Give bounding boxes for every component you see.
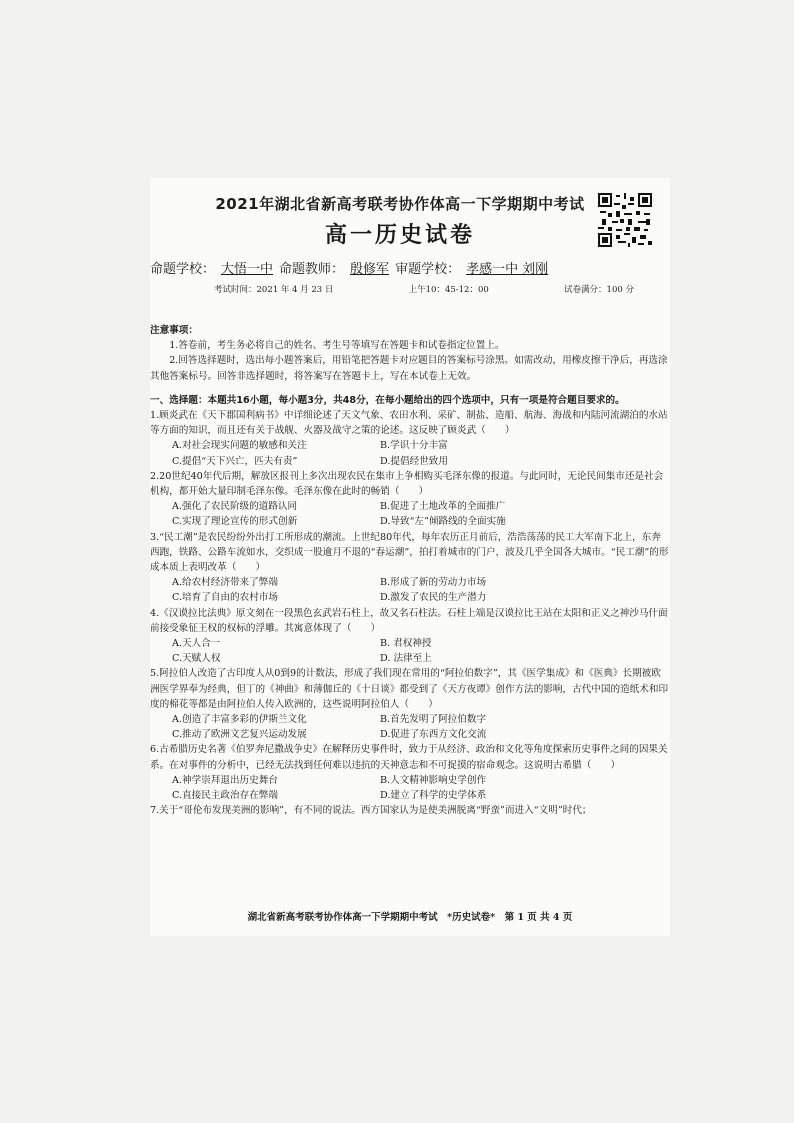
option: B.形成了新的劳动力市场 (380, 577, 487, 589)
spacer (150, 384, 670, 393)
option: A.强化了农民阶级的道路认同 (172, 501, 298, 513)
full-score: 试卷满分：100 分 (564, 285, 634, 295)
question-stem: 6.古希腊历史名著《伯罗奔尼撒战争史》在解释历史事件时，致力于从经济、政治和文化等角度探索历史事件之间的因果关系。在对事件的分析中，已经无法找到任何难以违抗的天神意志和不可捉摸的宿命观念。这说明古希腊（ ） (150, 744, 668, 771)
note-item: 1.答卷前，考生务必将自己的姓名、考生号等填写在答题卡和试卷指定位置上。 (169, 340, 505, 352)
option: A.神学崇拜退出历史舞台 (172, 774, 278, 786)
exam-date: 考试时间：2021 年 4 月 23 日 (214, 285, 334, 295)
authors-line (150, 258, 670, 277)
qr-code-icon (598, 193, 652, 247)
option: B.促进了土地改革的全面推广 (380, 501, 506, 513)
option: A.创造了丰富多彩的伊斯兰文化 (172, 714, 307, 726)
question-stem: 5.阿拉伯人改造了古印度人从0到9的计数法，形成了我们现在常用的“阿拉伯数字”，其《医学集成》和《医典》长期被欧洲医学界奉为经典，但丁的《神曲》和薄伽丘的《十日谈》都受到了《天方夜谭》创作方法的影响，古代中国的造纸术和印度的棉花等都是由阿拉伯人传入欧洲的，这些说明阿拉伯人（ ） (150, 668, 669, 710)
option: D. 法律至上 (380, 653, 432, 665)
exam-body (150, 323, 670, 819)
page-footer: 湖北省新高考联考协作体高一下学期期中考试 *历史试卷* 第 1 页 共 4 页 (247, 912, 573, 923)
option: D.导致“左”倾路线的全面实施 (380, 516, 506, 528)
question-stem: 1.顾炎武在《天下郡国利病书》中详细论述了天文气象、农田水利、采矿、制盐、造船、航海、海战和内陆河流湖泊的水站等方面的知识，而且还有关于战舰、火器及战守之策的论述。这反映了顾炎武（ ） (150, 410, 668, 437)
option: D.激发了农民的生产潜力 (380, 592, 487, 604)
option: C.推动了欧洲文艺复兴运动发展 (172, 729, 307, 741)
paper-title: 高一历史试卷 (324, 223, 475, 248)
option: B. 君权神授 (380, 638, 432, 650)
option: D.促进了东西方文化交流 (380, 729, 487, 741)
question-options (150, 773, 670, 803)
option: B.学识十分丰富 (380, 440, 448, 452)
exam-title: 2021年湖北省新高考联考协作体高一下学期期中考试 (215, 195, 585, 213)
option: C.实现了理论宣传的形式创新 (172, 516, 298, 528)
exam-time: 上午10：45-12：00 (408, 285, 489, 295)
setter-school: 大悟一中 (221, 262, 274, 277)
notes-title: 注意事项： (150, 325, 198, 336)
question-options (150, 575, 670, 605)
setter-teacher-label: 命题教师： (279, 262, 345, 277)
setter-teacher: 殷修军 (350, 262, 390, 277)
option: A.天人合一 (172, 638, 221, 650)
question-stem: 2.20世纪40年代后期，解放区报刊上多次出现农民在集市上争相购买毛泽东像的报道。与此同时，无论民间集市还是社会机构，都开始大量印制毛泽东像。毛泽东像在此时的畅销（ ） (150, 470, 664, 498)
option: B.首先发明了阿拉伯数字 (380, 714, 487, 726)
exam-info-line (214, 283, 634, 295)
question-options (150, 636, 670, 666)
option: C.天赋人权 (172, 653, 221, 665)
option: D.提倡经世致用 (380, 455, 448, 467)
question-stem: 3.“民工潮”是农民纷纷外出打工所形成的潮流。上世纪80年代，每年农历正月前后，浩浩荡荡的民工大军南下北上，东奔西跑，铁路、公路车流如水，交织成一股逾月不退的“春运潮”，拍打着城市的门户，波及几乎全国各大城市。“民工潮”的形成本质上表明改革（ ） (150, 531, 669, 574)
question-stem: 7.关于“哥伦布发现美洲的影响”，有不同的说法。西方国家认为是使美洲脱离“野蛮”而进入“文明”时代； (150, 805, 592, 817)
reviewer-label: 审题学校： (395, 262, 461, 277)
option: C.培育了自由的农村市场 (172, 592, 278, 604)
option: C.直接民主政治存在弊端 (172, 790, 278, 802)
option: C.提倡“天下兴亡，匹夫有责” (172, 455, 298, 467)
reviewer: 孝感一中 刘刚 (466, 262, 549, 277)
option: D.建立了科学的史学体系 (380, 790, 487, 802)
section-heading: 一、选择题：本题共16小题，每小题3分，共48分，在每小题给出的四个选项中，只有一项是符合题目要求的。 (150, 394, 625, 406)
note-item: 2.回答选择题时，选出每小题答案后，用铅笔把答题卡对应题目的答案标号涂黑。如需改动，用橡皮擦干净后，再选涂其他答案标号。回答非选择题时，将答案写在答题卡上，写在本试卷上无效。 (150, 355, 668, 382)
question-options (150, 438, 670, 468)
option: A.给农村经济带来了弊端 (172, 577, 278, 589)
question-stem: 4.《汉谟拉比法典》原文刻在一段黑色玄武岩石柱上，故又名石柱法。石柱上端是汉谟拉比王站在太阳和正义之神沙马什面前接受象征王权的权标的浮雕。其寓意体现了（ ） (150, 607, 668, 634)
question-options (150, 712, 670, 742)
option: B.人文精神影响史学创作 (380, 774, 487, 786)
question-options (150, 499, 670, 529)
option: A.对社会现实问题的敏感和关注 (172, 440, 307, 452)
setter-school-label: 命题学校： (150, 262, 216, 277)
